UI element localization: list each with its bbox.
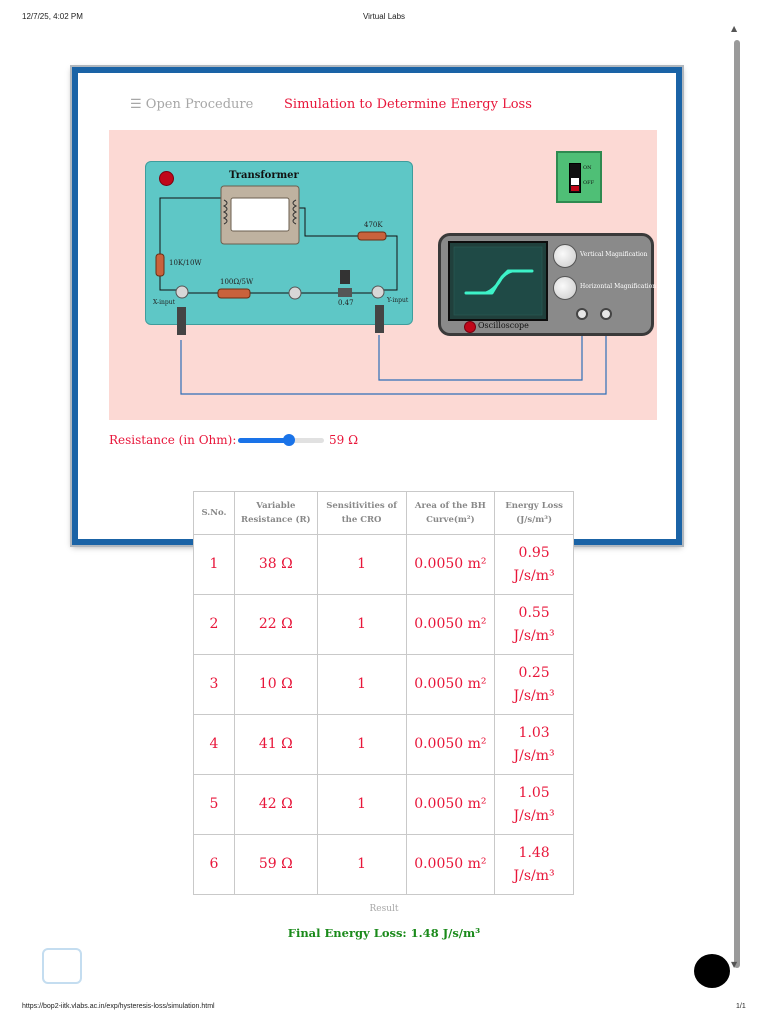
- cell-sensitivity: 1: [317, 775, 406, 835]
- transformer-label: Transformer: [229, 170, 299, 181]
- switch-off-label: OFF: [583, 180, 595, 186]
- resistor-10k-label: 10K/10W: [169, 259, 202, 267]
- x-jack-icon[interactable]: [576, 308, 588, 320]
- cell-resistance: 59 Ω: [234, 835, 317, 895]
- header-bh-area: Area of the BH Curve(m²): [406, 492, 495, 535]
- horizontal-magnification-knob[interactable]: [553, 276, 577, 300]
- circuit-wiring: [0, 0, 768, 430]
- resistance-value: 59 Ω: [329, 433, 359, 447]
- floating-action-circle[interactable]: [694, 954, 730, 988]
- table-row: [194, 835, 574, 895]
- header-sensitivity: Sensitivities of the CRO: [317, 492, 406, 535]
- switch-on-label: ON: [583, 165, 592, 171]
- header-resistance: Variable Resistance (R): [234, 492, 317, 535]
- cell-sensitivity: 1: [317, 715, 406, 775]
- floating-widget-box[interactable]: [42, 948, 82, 984]
- cell-energy-loss: 0.55 J/s/m³: [495, 595, 574, 655]
- scroll-up-icon[interactable]: ▲: [731, 24, 738, 33]
- final-energy-loss: Final Energy Loss: 1.48 J/s/m³: [287, 926, 481, 940]
- header-energy-loss: Energy Loss (J/s/m³): [495, 492, 574, 535]
- horizontal-magnification-label: Horizontal Magnification: [580, 283, 657, 290]
- table-row: [194, 655, 574, 715]
- print-page-number: 1/1: [736, 1003, 746, 1010]
- resistance-label: Resistance (in Ohm):: [109, 433, 237, 447]
- cell-energy-loss: 0.95 J/s/m³: [495, 535, 574, 595]
- table-row: [194, 535, 574, 595]
- cell-energy-loss: 1.03 J/s/m³: [495, 715, 574, 775]
- resistor-100-label: 100Ω/5W: [220, 278, 254, 286]
- resistance-slider-fill: [238, 438, 289, 443]
- page-scrollbar[interactable]: [734, 40, 740, 968]
- header-sno: S.No.: [194, 492, 235, 535]
- cell-sno: 3: [194, 655, 235, 715]
- simulation-title: Simulation to Determine Energy Loss: [284, 97, 532, 112]
- cell-energy-loss: 1.48 J/s/m³: [495, 835, 574, 895]
- cell-sensitivity: 1: [317, 595, 406, 655]
- cell-resistance: 22 Ω: [234, 595, 317, 655]
- oscilloscope-power-icon[interactable]: [464, 321, 476, 333]
- switch-body: [569, 163, 581, 193]
- cell-bh-area: 0.0050 m²: [406, 655, 495, 715]
- cell-sno: 5: [194, 775, 235, 835]
- capacitor-label: 0.47: [338, 299, 354, 307]
- cell-resistance: 38 Ω: [234, 535, 317, 595]
- cell-sensitivity: 1: [317, 655, 406, 715]
- cell-resistance: 42 Ω: [234, 775, 317, 835]
- cell-energy-loss: 0.25 J/s/m³: [495, 655, 574, 715]
- table-header-row: [194, 492, 574, 535]
- cell-bh-area: 0.0050 m²: [406, 535, 495, 595]
- cell-bh-area: 0.0050 m²: [406, 835, 495, 895]
- cell-sno: 1: [194, 535, 235, 595]
- cell-sno: 2: [194, 595, 235, 655]
- resistance-slider-thumb[interactable]: [283, 434, 295, 446]
- cell-sno: 6: [194, 835, 235, 895]
- cell-bh-area: 0.0050 m²: [406, 715, 495, 775]
- cell-sensitivity: 1: [317, 535, 406, 595]
- cell-sno: 4: [194, 715, 235, 775]
- vertical-magnification-label: Vertical Magnification: [580, 251, 648, 258]
- oscilloscope-screen: [448, 241, 548, 321]
- cell-bh-area: 0.0050 m²: [406, 775, 495, 835]
- table-row: [194, 595, 574, 655]
- cell-sensitivity: 1: [317, 835, 406, 895]
- cell-energy-loss: 1.05 J/s/m³: [495, 775, 574, 835]
- print-datetime: 12/7/25, 4:02 PM: [22, 12, 83, 21]
- observation-table: [193, 491, 574, 895]
- open-procedure-button[interactable]: ☰ Open Procedure: [130, 97, 254, 112]
- cell-resistance: 41 Ω: [234, 715, 317, 775]
- table-row: [194, 715, 574, 775]
- result-label: Result: [369, 904, 399, 914]
- cell-resistance: 10 Ω: [234, 655, 317, 715]
- y-jack-icon[interactable]: [600, 308, 612, 320]
- x-input-label: X-input: [153, 299, 175, 306]
- print-page-title: Virtual Labs: [362, 12, 406, 21]
- oscilloscope-label: Oscilloscope: [478, 321, 529, 330]
- scroll-down-icon[interactable]: ▼: [731, 960, 738, 969]
- power-switch[interactable]: [556, 151, 602, 203]
- vertical-magnification-knob[interactable]: [553, 244, 577, 268]
- resistor-470k-label: 470K: [364, 221, 383, 229]
- table-row: [194, 775, 574, 835]
- y-input-label: Y-input: [387, 297, 409, 304]
- print-url: https://bop2-iitk.vlabs.ac.in/exp/hysteresis-loss/simulation.html: [22, 1003, 215, 1010]
- hysteresis-loop-trace: [450, 243, 546, 319]
- cell-bh-area: 0.0050 m²: [406, 595, 495, 655]
